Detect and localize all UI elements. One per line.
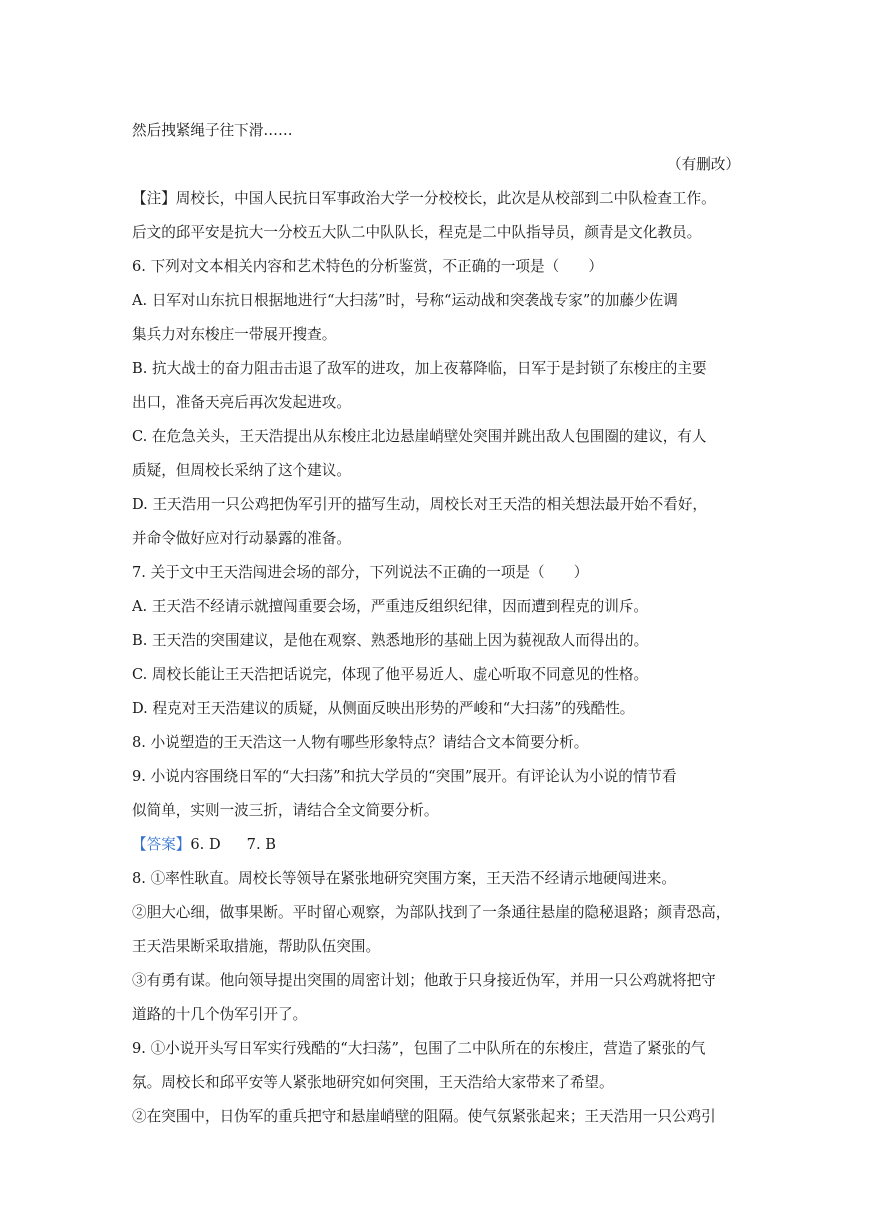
question-7-option-d: D. 程克对王天浩建议的质疑，从侧面反映出形势的严峻和“大扫荡”的残酷性。 <box>132 700 635 717</box>
answer-6: 6. D <box>190 836 221 853</box>
question-7-option-c: C. 周校长能让王天浩把话说完，体现了他平易近人、虚心听取不同意见的性格。 <box>132 666 649 683</box>
answer-8-point-3-cont: 道路的十几个伪军引开了。 <box>132 1006 308 1023</box>
annotation-line-2: 后文的邱平安是抗大一分校五大队二中队队长，程克是二中队指导员，颜青是文化教员。 <box>132 224 702 241</box>
annotation-tag: 【注】 <box>132 190 176 207</box>
annotation-text: 周校长，中国人民抗日军事政治大学一分校校长，此次是从校部到二中队检查工作。 <box>175 190 716 207</box>
source-note: （有删改） <box>667 156 740 173</box>
question-7-option-b: B. 王天浩的突围建议，是他在观察、熟悉地形的基础上因为藐视敌人而得出的。 <box>132 632 649 649</box>
answer-9-point-1-cont: 氛。周校长和邱平安等人紧张地研究如何突围，王天浩给大家带来了希望。 <box>132 1074 614 1091</box>
question-7-option-a: A. 王天浩不经请示就擅闯重要会场，严重违反组织纪律，因而遭到程克的训斥。 <box>132 598 649 615</box>
question-6-option-b: B. 抗大战士的奋力阻击击退了敌军的进攻，加上夜幕降临，日军于是封锁了东梭庄的主要 <box>132 360 707 377</box>
answer-9-point-2: ②在突围中，日伪军的重兵把守和悬崖峭壁的阻隔。使气氛紧张起来；王天浩用一只公鸡引 <box>132 1108 716 1125</box>
answer-8-point-1: 8. ①率性耿直。周校长等领导在紧张地研究突围方案，王天浩不经请示地硬闯进来。 <box>132 870 676 887</box>
passage-ending: 然后拽紧绳子往下滑…… <box>132 122 293 139</box>
document-content <box>132 114 740 1134</box>
question-9-stem: 9. 小说内容围绕日军的“大扫荡”和抗大学员的“突围”展开。有评论认为小说的情节看 <box>132 768 677 785</box>
question-8-stem: 8. 小说塑造的王天浩这一人物有哪些形象特点？请结合文本简要分析。 <box>132 734 589 751</box>
answer-9-point-1: 9. ①小说开头写日军实行残酷的“大扫荡”，包围了二中队所在的东梭庄，营造了紧张的气 <box>132 1040 706 1057</box>
answer-8-point-3: ③有勇有谋。他向领导提出突围的周密计划；他敢于只身接近伪军，并用一只公鸡就将把守 <box>132 972 716 989</box>
question-6-option-b-cont: 出口，准备天亮后再次发起进攻。 <box>132 394 351 411</box>
question-6-option-d-cont: 并命令做好应对行动暴露的准备。 <box>132 530 351 547</box>
question-6-option-d: D. 王天浩用一只公鸡把伪军引开的描写生动，周校长对王天浩的相关想法最开始不看好， <box>132 496 708 513</box>
question-6-stem: 6. 下列对文本相关内容和艺术特色的分析鉴赏，不正确的一项是（ ） <box>132 258 603 275</box>
question-6-option-c: C. 在危急关头，王天浩提出从东梭庄北边悬崖峭壁处突围并跳出敌人包围圈的建议，有人 <box>132 428 707 445</box>
answer-7: 7. B <box>246 836 276 853</box>
question-6-option-c-cont: 质疑，但周校长采纳了这个建议。 <box>132 462 351 479</box>
answer-tag: 【答案】 <box>132 836 191 853</box>
answer-key <box>132 828 740 862</box>
answer-8-point-2: ②胆大心细，做事果断。平时留心观察，为部队找到了一条通往悬崖的隐秘退路；颜青恐高， <box>132 904 731 921</box>
annotation <box>132 182 740 216</box>
question-7-stem: 7. 关于文中王天浩闯进会场的部分，下列说法不正确的一项是（ ） <box>132 564 589 581</box>
question-6-option-a-cont: 集兵力对东梭庄一带展开搜查。 <box>132 326 337 343</box>
question-6-option-a: A. 日军对山东抗日根据地进行“大扫荡”时，号称“运动战和突袭战专家”的加藤少佐调 <box>132 292 678 309</box>
question-9-stem-cont: 似简单，实则一波三折，请结合全文简要分析。 <box>132 802 439 819</box>
answer-8-point-2-cont: 王天浩果断采取措施，帮助队伍突围。 <box>132 938 381 955</box>
